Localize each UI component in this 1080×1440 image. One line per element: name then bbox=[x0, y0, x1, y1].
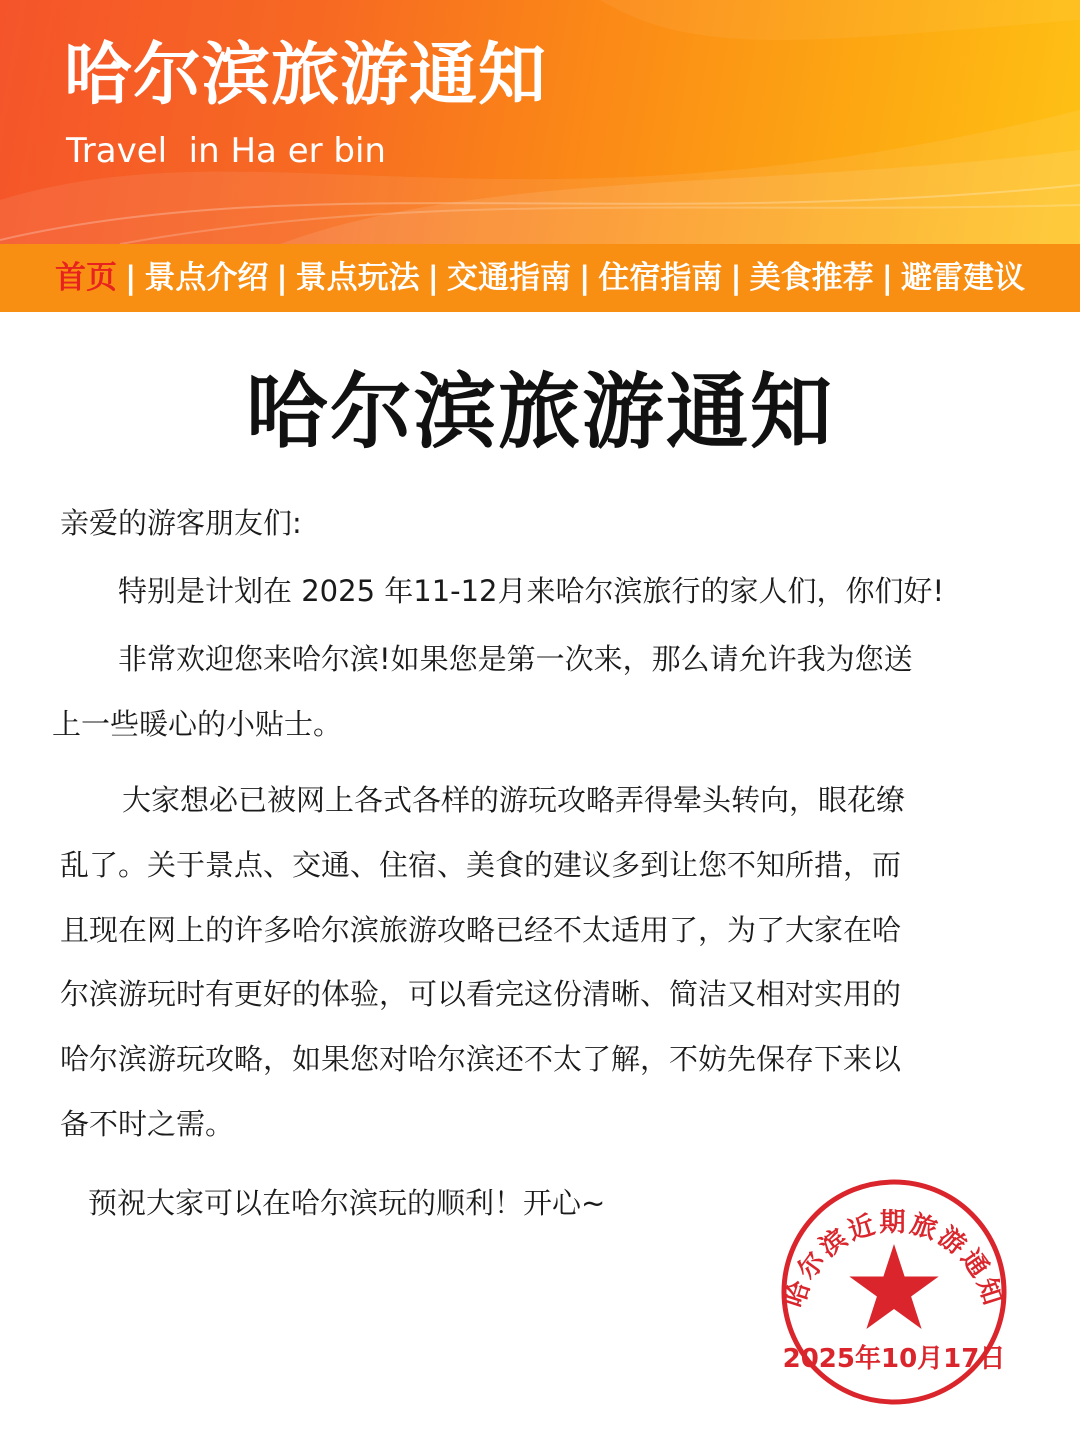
nav-separator: | bbox=[881, 259, 893, 296]
paragraph-3-line-4: 尔滨游玩时有更好的体验，可以看完这份清晰、简洁又相对实用的 bbox=[60, 977, 902, 1011]
nav-item-lodging[interactable]: 住宿指南 bbox=[598, 259, 723, 296]
paragraph-3-line-2: 乱了。关于景点、交通、住宿、美食的建议多到让您不知所措，而 bbox=[60, 848, 902, 882]
seal-date: 2025年10月17日 bbox=[782, 1344, 1006, 1374]
paragraph-2-line-2: 上一些暖心的小贴士。 bbox=[52, 707, 343, 741]
nav-item-activities[interactable]: 景点玩法 bbox=[295, 259, 420, 296]
banner-subtitle: Travel in Ha er bin bbox=[66, 131, 386, 171]
paragraph-2-line-1: 非常欢迎您来哈尔滨!如果您是第一次来，那么请允许我为您送 bbox=[118, 642, 913, 676]
paragraph-3-line-3: 且现在网上的许多哈尔滨旅游攻略已经不太适用了，为了大家在哈 bbox=[60, 913, 902, 947]
paragraph-3-line-6: 备不时之需。 bbox=[60, 1107, 235, 1141]
nav-separator: | bbox=[730, 259, 742, 296]
nav-bar bbox=[0, 244, 1080, 312]
nav-item-tips[interactable]: 避雷建议 bbox=[900, 259, 1025, 296]
paragraph-3-line-5: 哈尔滨游玩攻略，如果您对哈尔滨还不太了解，不妨先保存下来以 bbox=[60, 1042, 902, 1076]
header-banner bbox=[0, 0, 1080, 244]
seal-star-icon bbox=[849, 1244, 938, 1329]
nav-separator: | bbox=[125, 259, 137, 296]
seal-arc-text: 哈尔滨近期旅游通知 bbox=[779, 1208, 1009, 1312]
paragraph-1: 特别是计划在 2025 年11-12月来哈尔滨旅行的家人们，你们好! bbox=[118, 574, 945, 608]
nav-separator: | bbox=[427, 259, 439, 296]
nav-item-food[interactable]: 美食推荐 bbox=[749, 259, 874, 296]
document-title: 哈尔滨旅游通知 bbox=[245, 365, 834, 460]
greeting: 亲爱的游客朋友们: bbox=[60, 506, 302, 540]
banner-title: 哈尔滨旅游通知 bbox=[64, 36, 548, 115]
closing-line: 预祝大家可以在哈尔滨玩的顺利！开心~ bbox=[88, 1186, 606, 1220]
nav-item-home[interactable]: 首页 bbox=[55, 259, 118, 296]
official-seal-stamp bbox=[774, 1172, 1014, 1412]
nav-separator: | bbox=[579, 259, 591, 296]
paragraph-3-line-1: 大家想必已被网上各式各样的游玩攻略弄得晕头转向，眼花缭 bbox=[122, 783, 906, 817]
nav-item-attractions[interactable]: 景点介绍 bbox=[144, 259, 269, 296]
nav-separator: | bbox=[276, 259, 288, 296]
nav-item-transport[interactable]: 交通指南 bbox=[447, 259, 571, 296]
